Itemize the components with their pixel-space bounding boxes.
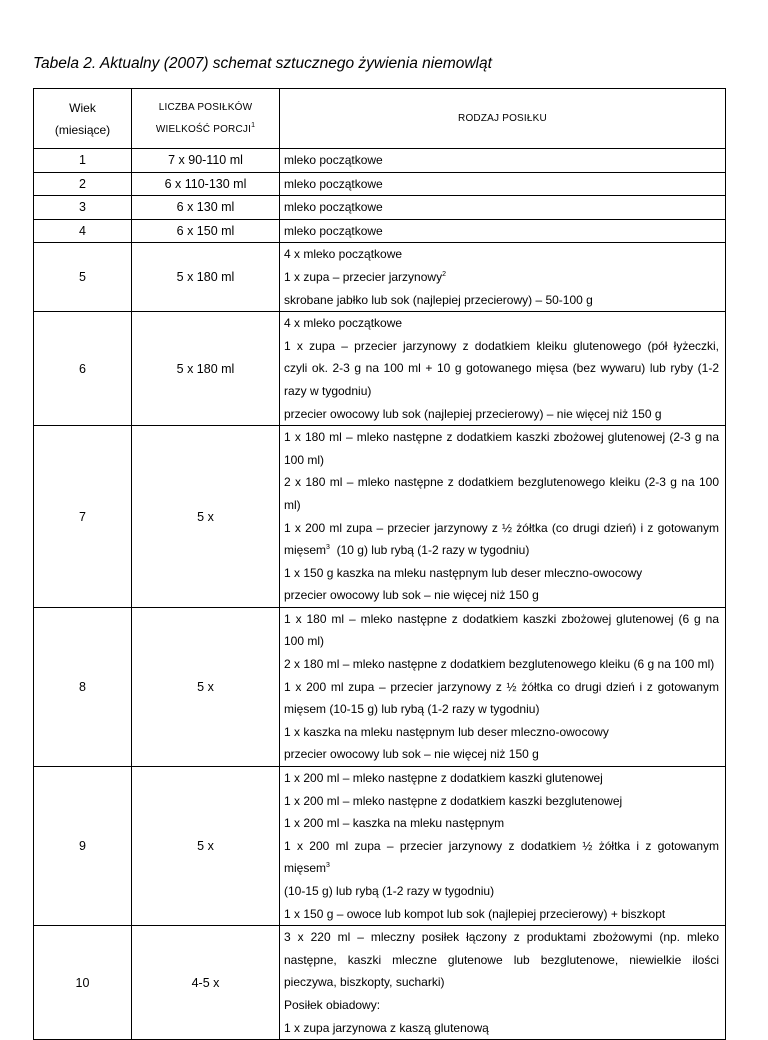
meal-line [284,243,725,266]
meal-text: 3 x 220 ml – mleczny posiłek łączony z produktami zbożowymi (np. mleko [284,930,719,945]
meal-line [284,426,725,449]
portion-cell: 6 x 130 ml [132,196,280,220]
age-cell: 7 [34,426,132,608]
table-row [34,219,726,243]
meal-text: 1 x 200 ml – kaszka na mleku następnym [284,816,505,831]
meal-text: skrobane jabłko lub sok (najlepiej przecierowy) – 50-100 g [284,292,593,307]
meal-text: czyli ok. 2-3 g na 100 ml + 10 g gotowanego mięsa (bez wywaru) lub ryby (1-2 [284,361,719,376]
meal-line [284,380,725,403]
meal-text: 4 x mleko początkowe [284,247,403,262]
meal-text: 1 x 180 ml – mleko następne z dodatkiem kaszki zbożowej glutenowej (2-3 g na [284,430,719,445]
header-count-label: LICZBA POSIŁKÓW [158,101,253,113]
table-row [34,196,726,220]
meal-text: 1 x 150 g – owoce lub kompot lub sok (najlepiej przecierowy) + biszkopt [284,906,666,921]
table-row [34,172,726,196]
meal-text: przecier owocowy lub sok – nie więcej niż 150 g [284,747,539,762]
table-row [34,426,726,608]
meal-line [284,721,725,744]
portion-cell: 6 x 150 ml [132,219,280,243]
meal-text: przecier owocowy lub sok (najlepiej przecierowy) – nie więcej niż 150 g [284,406,662,421]
header-meal-type-label: RODZAJ POSIŁKU [458,113,547,124]
meal-line [284,562,725,585]
header-age-cell [34,89,132,149]
meal-line [284,584,725,607]
meal-line [284,743,725,766]
meal-text: mięsem [284,543,327,558]
meal-text: 1 x 200 ml zupa – przecier jarzynowy z ½ żółtka co drugi dzień i z gotowanym [284,679,719,694]
table-caption: Tabela 2. Aktualny (2007) schemat sztucznego żywienia niemowląt [33,55,492,72]
meal-line [284,149,725,172]
meal-line [284,266,725,289]
meal-text: 1 x 180 ml – mleko następne z dodatkiem kaszki zbożowej glutenowej (6 g na [284,611,719,626]
meal-text: 1 x 200 ml zupa – przecier jarzynowy z dodatkiem ½ żółtka i z gotowanym [284,838,719,853]
meal-text: ml) [284,497,301,512]
header-portion-label: WIELKOŚĆ PORCJI [155,123,252,135]
meal-line [284,857,725,880]
meal-text: mięsem (10-15 g) lub rybą (1-2 razy w tygodniu) [284,702,540,717]
meal-text: 1 x zupa – przecier jarzynowy z dodatkiem kleiku glutenowego (pół łyżeczki, [284,338,719,353]
meal-line [284,494,725,517]
meal-type-cell [280,196,726,220]
meal-text: mleko początkowe [284,200,383,215]
meal-line [284,196,725,219]
meal-type-cell [280,243,726,312]
meal-text: pieczywa, biszkopty, sucharki) [284,975,445,990]
meal-text: mięsem [284,861,327,876]
meal-type-cell [280,219,726,243]
meal-text: następne, kaszki mleczne glutenowe lub bezglutenowe, niewielkie ilości [284,952,719,967]
age-cell: 2 [34,172,132,196]
meal-text: 1 x 200 ml zupa – przecier jarzynowy z ½ żółtka (co drugi dzień) i z gotowanym [284,520,719,535]
footnote-marker: 3 [326,544,330,552]
meal-text: mleko początkowe [284,176,383,191]
meal-text: 4 x mleko początkowe [284,316,403,331]
age-cell: 8 [34,607,132,766]
meal-line [284,357,725,380]
meal-text: 1 x 200 ml – mleko następne z dodatkiem kaszki glutenowej [284,771,603,786]
age-cell: 1 [34,149,132,173]
age-cell: 9 [34,767,132,926]
meal-text: razy w tygodniu) [284,383,372,398]
header-age-label: Wiek [69,100,96,115]
header-age-unit: (miesiące) [54,122,111,137]
meal-line [284,790,725,813]
meal-text: 100 ml) [284,452,325,467]
meal-line [284,812,725,835]
meal-text: przecier owocowy lub sok – nie więcej niż 150 g [284,588,539,603]
age-cell: 10 [34,926,132,1040]
footnote-marker: 1 [251,121,256,129]
footnote-marker: 3 [326,862,330,870]
meal-line [284,676,725,699]
meal-text: 2 x 180 ml – mleko następne z dodatkiem bezglutenowego kleiku (2-3 g na 100 [284,475,719,490]
meal-text: 1 x zupa jarzynowa z kaszą glutenową [284,1020,489,1035]
meal-line [284,630,725,653]
meal-line [284,539,725,562]
meal-line [284,449,725,472]
meal-text: 2 x 180 ml – mleko następne z dodatkiem bezglutenowego kleiku (6 g na 100 ml) [284,657,715,672]
header-row [34,89,726,149]
meal-line [284,971,725,994]
portion-cell: 6 x 110-130 ml [132,172,280,196]
meal-text: 1 x kaszka na mleku następnym lub deser mleczno-owocowy [284,724,609,739]
header-meal-type-cell [280,89,726,149]
meal-line [284,1017,725,1040]
meal-text: 1 x 150 g kaszka na mleku następnym lub deser mleczno-owocowy [284,565,643,580]
table-row [34,243,726,312]
meal-type-cell [280,926,726,1040]
meal-line [284,335,725,358]
meal-line [284,880,725,903]
portion-cell: 7 x 90-110 ml [132,149,280,173]
meal-line [284,608,725,631]
meal-text: mleko początkowe [284,153,383,167]
meal-type-cell [280,149,726,173]
footnote-marker: 2 [442,270,446,278]
meal-text: mleko początkowe [284,223,383,238]
feeding-schedule-table [33,88,726,1040]
meal-text: 1 x zupa – przecier jarzynowy [284,269,443,284]
meal-line [284,653,725,676]
age-cell: 6 [34,312,132,426]
portion-cell: 5 x [132,426,280,608]
meal-line [284,994,725,1017]
meal-text: Posiłek obiadowy: [284,997,381,1012]
meal-line [284,173,725,196]
meal-line [284,698,725,721]
table-row [34,926,726,1040]
meal-line [284,471,725,494]
age-cell: 5 [34,243,132,312]
meal-line [284,312,725,335]
meal-line [284,903,725,926]
meal-text: (10-15 g) lub rybą (1-2 razy w tygodniu) [284,884,495,898]
portion-cell: 5 x 180 ml [132,312,280,426]
meal-type-cell [280,172,726,196]
meal-line [284,517,725,540]
meal-line [284,220,725,243]
meal-type-cell [280,312,726,426]
meal-text: 1 x 200 ml – mleko następne z dodatkiem kaszki bezglutenowej [284,793,623,808]
meal-type-cell [280,426,726,608]
table-row [34,312,726,426]
header-count-cell [132,89,280,149]
portion-cell: 5 x 180 ml [132,243,280,312]
portion-cell: 5 x [132,607,280,766]
meal-type-cell [280,767,726,926]
meal-line [284,767,725,790]
meal-type-cell [280,607,726,766]
age-cell: 4 [34,219,132,243]
meal-text: 100 ml) [284,634,325,649]
table-row [34,767,726,926]
portion-cell: 5 x [132,767,280,926]
portion-cell: 4-5 x [132,926,280,1040]
meal-text-continued: (10 g) lub rybą (1-2 razy w tygodniu) [329,543,530,558]
meal-line [284,949,725,972]
table-row [34,149,726,173]
meal-line [284,926,725,949]
meal-line [284,403,725,426]
table-row [34,607,726,766]
meal-line [284,835,725,858]
age-cell: 3 [34,196,132,220]
meal-line [284,289,725,312]
